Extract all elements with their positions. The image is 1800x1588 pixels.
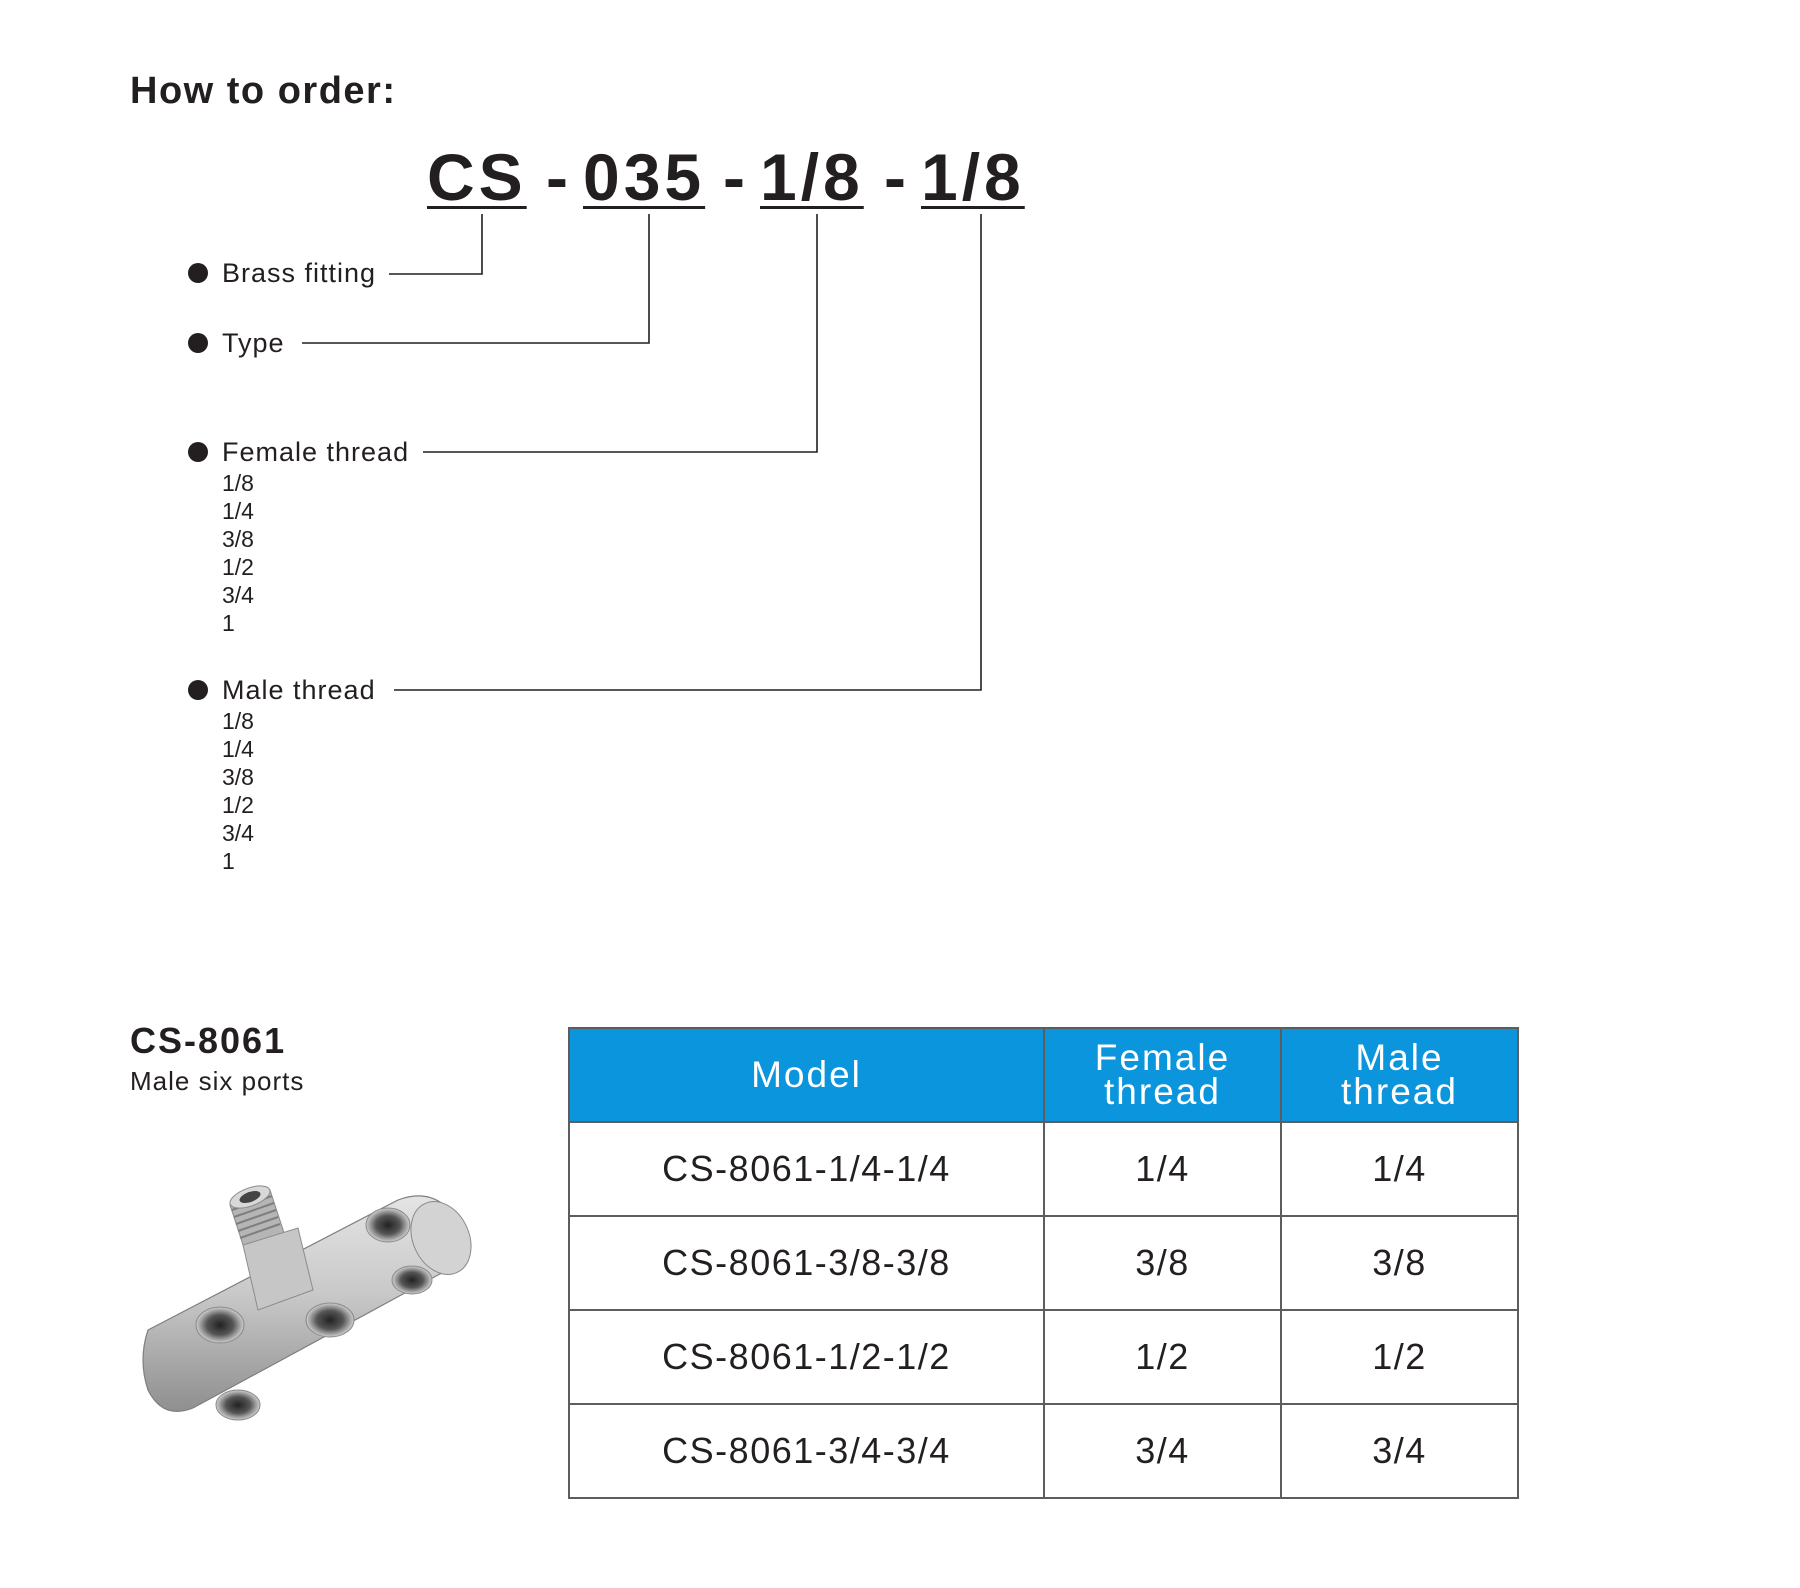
thread-size: 1/4 [222, 736, 254, 762]
code-segment-type: 035 [583, 140, 706, 214]
thread-size: 1/8 [222, 708, 254, 734]
option-label: Female thread [222, 437, 410, 467]
male-thread-cell: 1/2 [1281, 1310, 1518, 1404]
code-separator: - [723, 140, 749, 214]
page-heading: How to order: [130, 70, 397, 112]
female-thread-cell: 3/4 [1044, 1404, 1281, 1498]
model-cell: CS-8061-1/2-1/2 [569, 1310, 1044, 1404]
model-cell: CS-8061-3/8-3/8 [569, 1216, 1044, 1310]
bullet-icon [188, 680, 208, 700]
female-thread-cell: 1/4 [1044, 1122, 1281, 1216]
thread-size: 1/4 [222, 498, 254, 524]
thread-size: 1/8 [222, 470, 254, 496]
option-label: Male thread [222, 675, 376, 705]
option-label: Brass fitting [222, 258, 377, 288]
model-cell: CS-8061-1/4-1/4 [569, 1122, 1044, 1216]
product-description: Male six ports [130, 1066, 305, 1096]
product-name: CS-8061 [130, 1020, 287, 1061]
thread-size: 3/4 [222, 582, 254, 608]
thread-size: 1/2 [222, 554, 254, 580]
male-thread-values [222, 707, 254, 875]
male-thread-cell: 3/8 [1281, 1216, 1518, 1310]
code-segment-female: 1/8 [760, 140, 864, 214]
option-label: Type [222, 328, 285, 358]
thread-size: 1 [222, 848, 235, 874]
code-separator: - [546, 140, 572, 214]
column-header-male-thread: Male thread [1281, 1028, 1518, 1122]
bullet-icon [188, 442, 208, 462]
column-header-female-thread: Female thread [1044, 1028, 1281, 1122]
column-header-model: Model [569, 1028, 1044, 1122]
model-cell: CS-8061-3/4-3/4 [569, 1404, 1044, 1498]
code-segment-series: CS [427, 140, 527, 214]
male-thread-cell: 1/4 [1281, 1122, 1518, 1216]
male-thread-cell: 3/4 [1281, 1404, 1518, 1498]
table-row [569, 1122, 1518, 1216]
leader-line-brass [389, 214, 482, 274]
thread-size: 3/4 [222, 820, 254, 846]
code-separator: - [884, 140, 910, 214]
bullet-icon [188, 263, 208, 283]
product-image [138, 1150, 478, 1440]
table-row [569, 1310, 1518, 1404]
thread-size: 3/8 [222, 764, 254, 790]
thread-size: 3/8 [222, 526, 254, 552]
table-row [569, 1404, 1518, 1498]
spec-table [568, 1027, 1519, 1499]
thread-size: 1 [222, 610, 235, 636]
table-row [569, 1216, 1518, 1310]
table-header-row [569, 1028, 1518, 1122]
female-thread-cell: 3/8 [1044, 1216, 1281, 1310]
code-segment-male: 1/8 [921, 140, 1025, 214]
bullet-icon [188, 333, 208, 353]
thread-size: 1/2 [222, 792, 254, 818]
female-thread-values [222, 469, 254, 637]
female-thread-cell: 1/2 [1044, 1310, 1281, 1404]
